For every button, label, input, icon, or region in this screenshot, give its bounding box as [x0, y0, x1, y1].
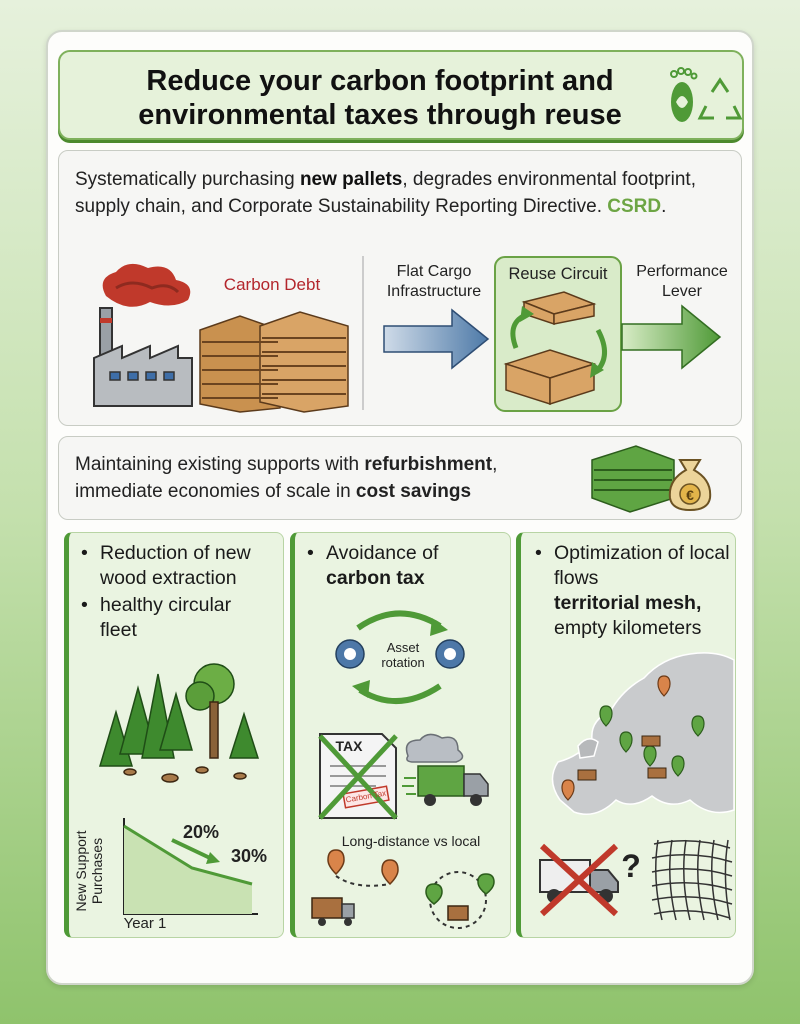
forest-icon [90, 654, 270, 794]
footprint-recycle-icon [660, 62, 740, 132]
page-title: Reduce your carbon footprint and environmental taxes through reuse [138, 65, 622, 131]
section-divider [362, 256, 364, 410]
europe-map [540, 650, 736, 822]
intro-pre: Systematically purchasing [75, 169, 300, 190]
pallet-stacks-icon [200, 312, 350, 412]
carbon-tax-stamp: Carbon Tax [345, 788, 387, 805]
intro-post: , degrades environmental footprint, supply chain, and Corporate Sustainability Reporting Directive. [75, 169, 696, 217]
factory-icon [92, 258, 202, 408]
csrd-label: CSRD [607, 196, 662, 217]
bullet-text: healthy circular fleet [100, 594, 232, 641]
bullet-text: Avoidance of [326, 542, 439, 564]
chart-xlabel: Year 1 [123, 915, 167, 932]
truck-cloud-icon [402, 730, 492, 812]
tax-label: TAX [335, 738, 363, 754]
bullet-text: Optimization of local flows [554, 542, 730, 589]
carbon-debt-label: Carbon Debt [223, 275, 321, 294]
euro-symbol: € [686, 487, 694, 503]
flat-cargo-label: Flat Cargo Infrastructure [386, 263, 482, 300]
long-vs-local-label: Long-distance vs local [341, 833, 481, 849]
territorial-mesh-bold: territorial mesh, [554, 592, 702, 614]
intro-bold: new pallets [299, 169, 403, 190]
maintain-text: Maintaining existing supports with refurbishment, immediate economies of scale in cost savings [75, 454, 498, 502]
reuse-circuit-label: Reuse Circuit [508, 265, 608, 283]
bullet-carbon-tax: • Avoidance of carbon tax [307, 542, 439, 589]
green-arrow [622, 304, 722, 370]
asset-rotation-label: Asset rotation [381, 640, 425, 670]
routes-icon [306, 850, 502, 930]
bullet-local-flows: • Optimization of local flows territorial mesh, empty kilometers [535, 542, 730, 639]
performance-lever-label: Performance Lever [636, 263, 728, 300]
bullet-text-2: empty kilometers [554, 617, 702, 639]
bullet-wood-extraction: • Reduction of new wood extraction [81, 542, 251, 589]
bullet-text: Reduction of new wood extraction [100, 542, 251, 589]
crossed-truck-icon [536, 842, 626, 918]
blue-arrow [384, 308, 490, 370]
mesh-net-icon [652, 838, 732, 922]
intro-end: . [661, 196, 667, 217]
pct-30-label: 30% [230, 846, 268, 866]
chart-ylabel: New Support Purchases [73, 830, 105, 912]
refurbishment-bold: refurbishment [364, 454, 493, 475]
green-pallets-icon [590, 442, 676, 514]
pct-20-label: 20% [182, 822, 220, 842]
bullet-circular-fleet: • healthy circular fleet [81, 594, 232, 641]
carbon-tax-bold: carbon tax [326, 567, 425, 589]
maintain-pre: Maintaining existing supports with [75, 454, 365, 475]
maintain-mid: immediate economies of scale in [75, 481, 356, 502]
title-banner [58, 50, 744, 140]
question-mark: ? [621, 848, 641, 884]
cost-savings-bold: cost savings [355, 481, 472, 502]
intro-text [75, 166, 725, 220]
